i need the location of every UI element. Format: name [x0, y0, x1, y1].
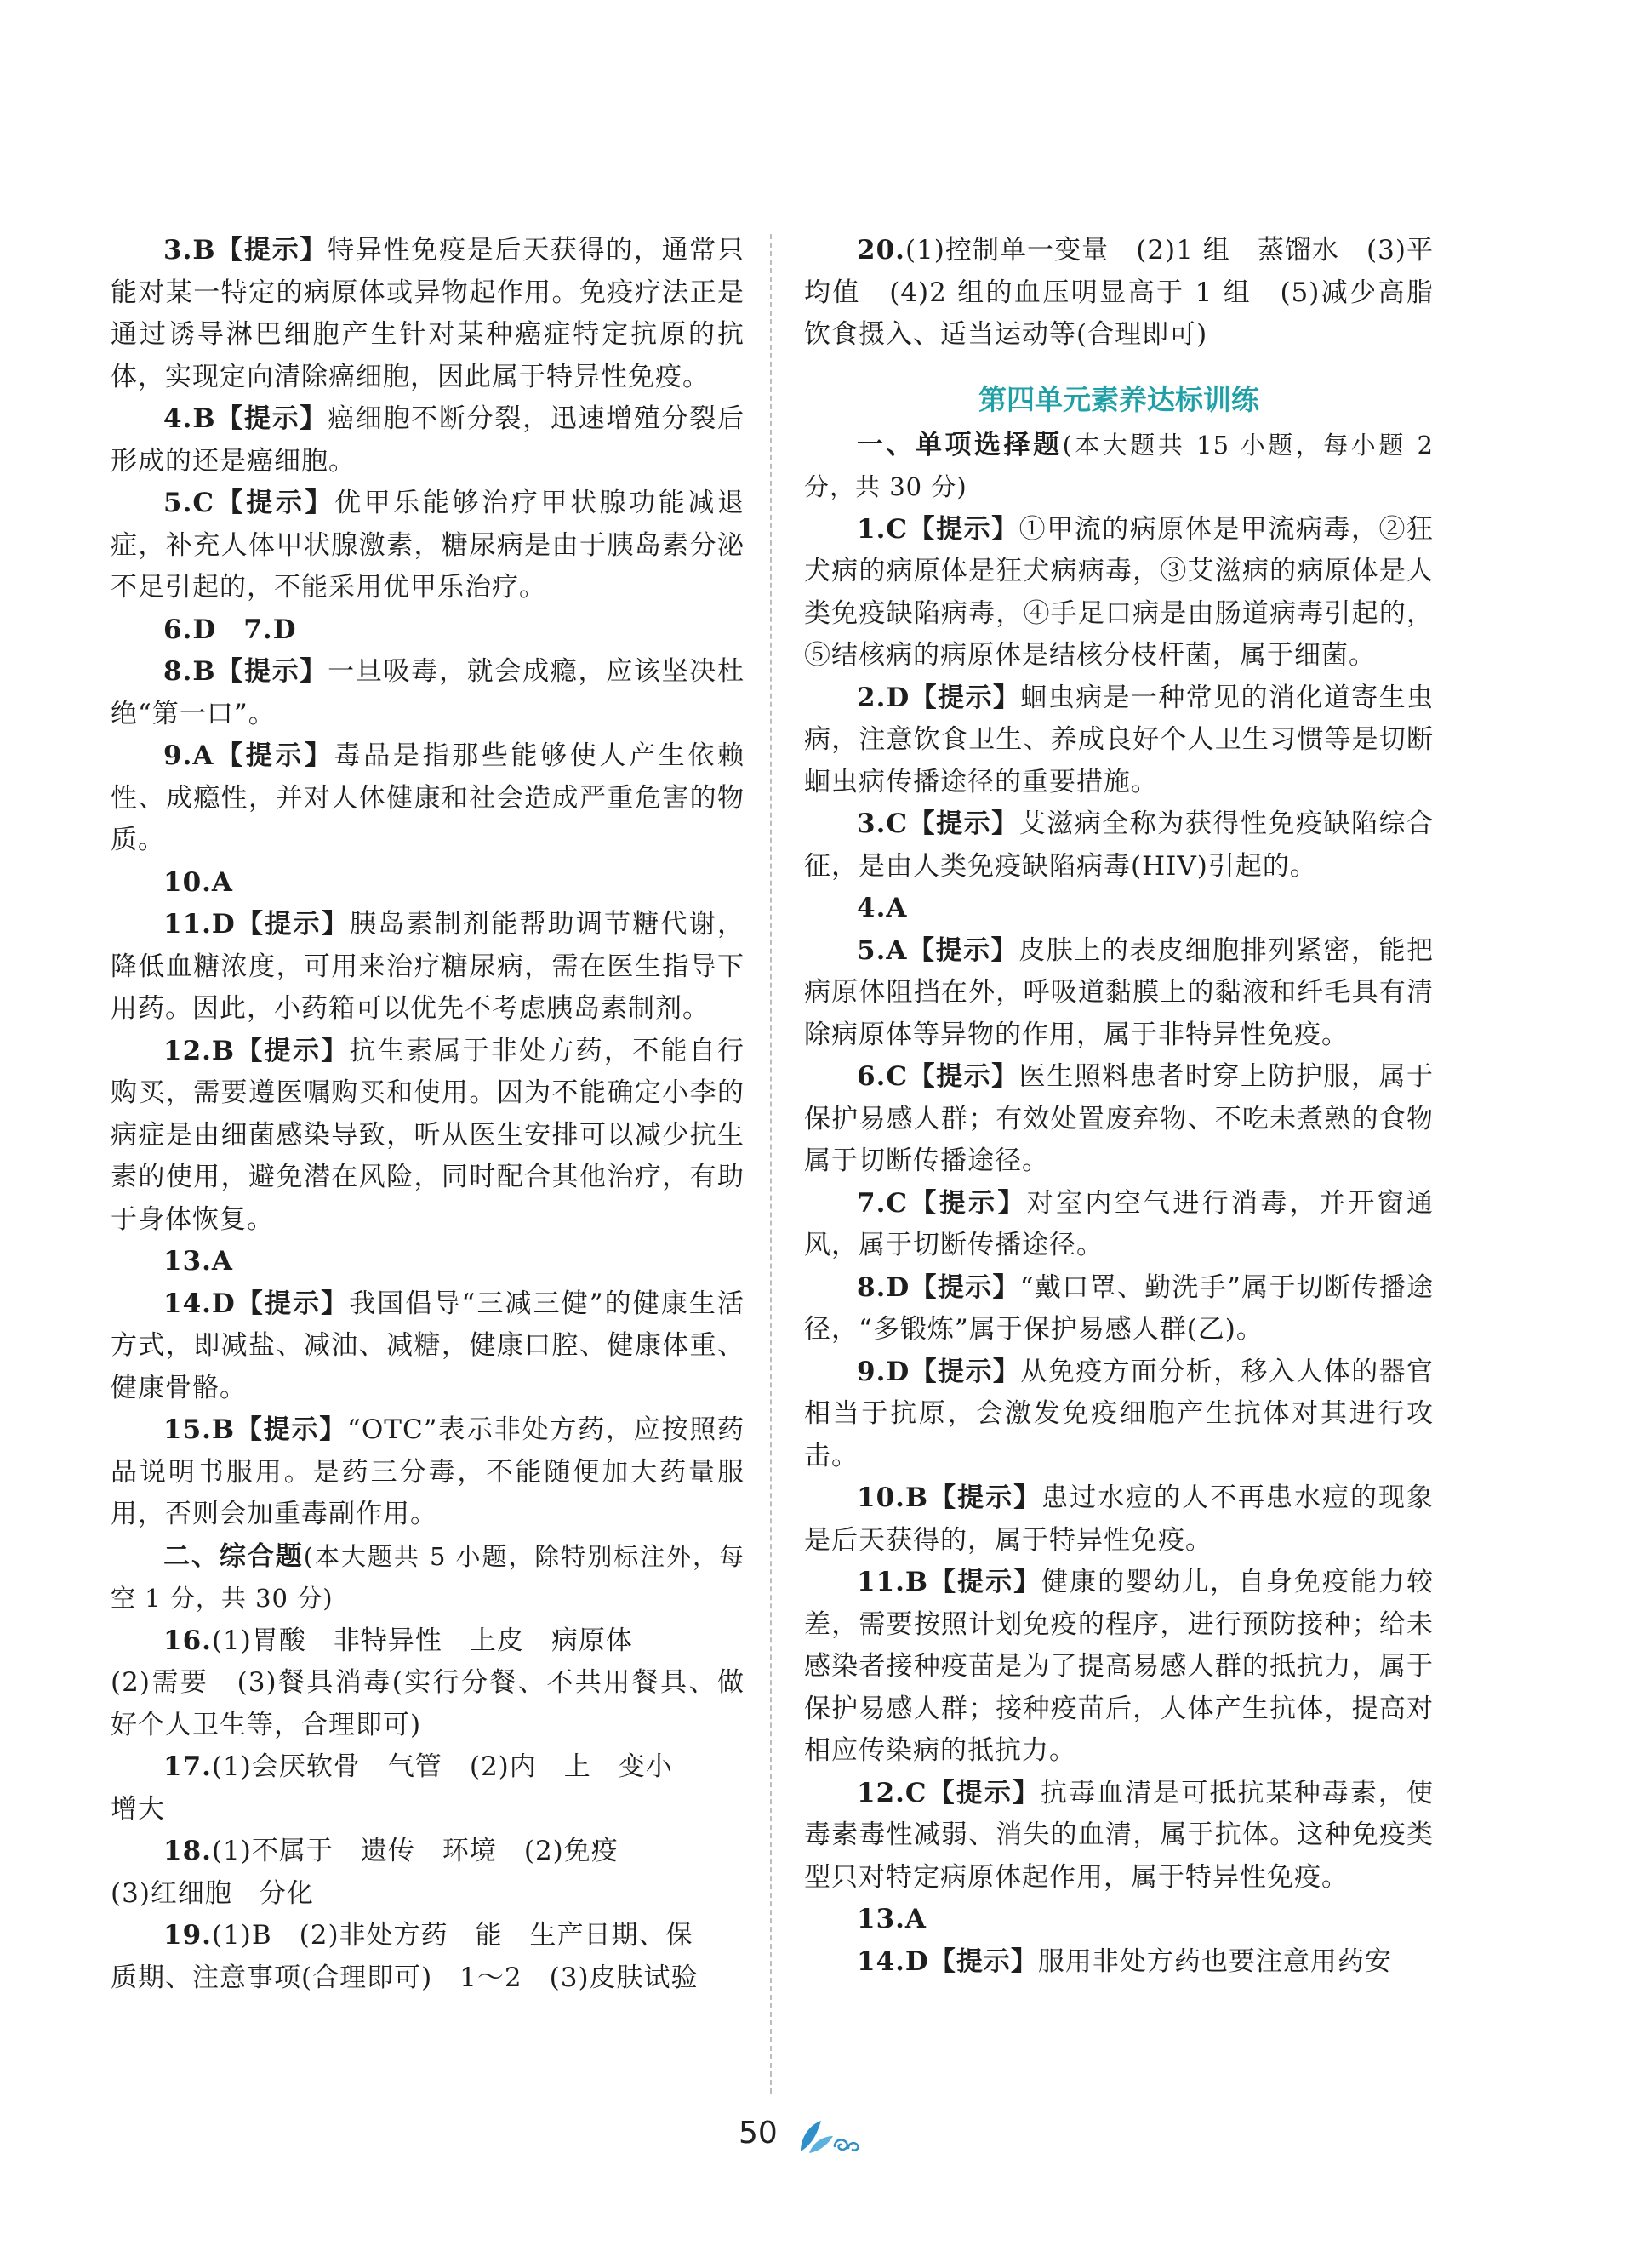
answer-number: 8.D — [857, 1271, 910, 1303]
answer-number: 7.C — [857, 1187, 909, 1219]
answer-line: (3)红细胞 分化 — [111, 1877, 314, 1909]
answer-number: 12.C — [857, 1777, 927, 1808]
left-column — [111, 230, 745, 1999]
hint-label: 【提示】 — [910, 1356, 1021, 1387]
hint-label: 【提示】 — [235, 909, 350, 940]
answer-explanation: 蛔虫病是一种常见的消化道寄生虫病，注意饮食卫生、养成良好个人卫生习惯等是切断蛔虫病传播途径的重要措施。 — [804, 682, 1435, 797]
answer-item — [804, 888, 1434, 930]
answer-explanation: 医生照料患者时穿上防护服，属于保护易感人群；有效处置废弃物、不吃未煮熟的食物属于切断传播途径。 — [804, 1061, 1435, 1176]
answer-item — [111, 1662, 745, 1746]
answer-item — [804, 509, 1434, 677]
hint-label: 【提示】 — [928, 1567, 1042, 1597]
answer-item — [804, 803, 1434, 888]
answer-item — [111, 230, 745, 398]
hint-label: 【提示】 — [907, 934, 1019, 966]
answer-number: 4.A — [857, 893, 908, 923]
answer-explanation: 从免疫方面分析，移入人体的器官相当于抗原，会激发免疫细胞产生抗体对其进行攻击。 — [804, 1356, 1435, 1471]
answer-item — [804, 1477, 1434, 1562]
answer-item — [111, 1789, 745, 1831]
answer-number: 7.D — [243, 614, 297, 645]
answer-item — [111, 483, 745, 609]
answer-line: (1)B (2)非处方药 能 生产日期、保 — [211, 1920, 693, 1951]
answer-explanation: 我国倡导“三减三健”的健康生活方式，即减盐、减油、减糖，健康口腔、健康体重、健康骨骼。 — [111, 1288, 745, 1403]
column-divider — [770, 234, 772, 2094]
answer-item — [111, 735, 745, 862]
answer-line: 质期、注意事项(合理即可) 1～2 (3)皮肤试验 — [111, 1962, 699, 1993]
hint-label: 【提示】 — [235, 1035, 350, 1066]
answer-item — [111, 1873, 745, 1916]
answer-item — [111, 1831, 745, 1873]
answer-explanation: “OTC”表示非处方药，应按照药品说明书服用。是药三分毒，不能随便加大药量服用，否则会加重毒副作用。 — [111, 1414, 745, 1529]
answer-number: 17. — [163, 1751, 212, 1782]
answer-item — [111, 904, 745, 1031]
answer-number: 13.A — [857, 1904, 927, 1934]
answer-explanation: 健康的婴幼儿，自身免疫能力较差，需要按照计划免疫的程序，进行预防接种；给未感染者接种疫苗是为了提高易感人群的抵抗力，属于保护易感人群；接种疫苗后，人体产生抗体，提高对相应传染病的抵抗力。 — [804, 1567, 1435, 1766]
answer-number: 9.A — [163, 740, 214, 771]
answer-item — [804, 1351, 1434, 1478]
hint-label: 【提示】 — [927, 1777, 1041, 1808]
answer-item — [111, 1915, 745, 1957]
answer-explanation: 艾滋病全称为获得性免疫缺陷综合征，是由人类免疫缺陷病毒(HIV)引起的。 — [804, 808, 1435, 882]
answer-line: (2)需要 (3)餐具消毒(实行分餐、不共用餐具、做好个人卫生等，合理即可) — [111, 1667, 745, 1740]
hint-label: 【提示】 — [908, 1061, 1019, 1092]
answer-explanation: ①甲流的病原体是甲流病毒，②狂犬病的病原体是狂犬病病毒，③艾滋病的病原体是人类免疫缺陷病毒，④手足口病是由肠道病毒引起的，⑤结核病的病原体是结核分枝杆菌，属于细菌。 — [804, 513, 1435, 671]
answer-item — [111, 1409, 745, 1536]
answer-item — [804, 1056, 1434, 1183]
hint-label: 【提示】 — [908, 513, 1019, 545]
answer-item — [804, 1899, 1434, 1941]
hint-label: 【提示】 — [928, 1482, 1042, 1513]
answer-number: 10.A — [163, 866, 233, 898]
answer-item — [804, 1941, 1434, 1984]
answer-explanation: 皮肤上的表皮细胞排列紧密，能把病原体阻挡在外，呼吸道黏膜上的黏液和纤毛具有清除病原体等异物的作用，属于非特异性免疫。 — [804, 934, 1435, 1050]
hint-label: 【提示】 — [215, 403, 328, 434]
leaf-swirl-icon — [796, 2117, 864, 2158]
answer-number: 8.B — [163, 656, 216, 687]
answer-item — [111, 1957, 745, 2000]
answer-number: 3.C — [857, 808, 909, 839]
page-footer — [0, 2116, 1626, 2167]
answer-item — [111, 651, 745, 735]
answer-number: 5.A — [857, 934, 908, 966]
answer-item — [804, 930, 1434, 1057]
hint-label: 【提示】 — [215, 235, 328, 266]
answer-number: 19. — [163, 1920, 212, 1951]
answer-number: 5.C — [163, 488, 215, 518]
answer-explanation: 毒品是指那些能够使人产生依赖性、成瘾性，并对人体健康和社会造成严重危害的物质。 — [111, 740, 745, 855]
answer-item — [111, 1031, 745, 1242]
answer-explanation: 患过水痘的人不再患水痘的现象是后天获得的，属于特异性免疫。 — [804, 1482, 1435, 1556]
answer-number: 6.C — [857, 1061, 909, 1092]
answer-number: 11.B — [857, 1567, 929, 1597]
answer-line: 增大 — [111, 1793, 165, 1825]
answer-number: 16. — [163, 1625, 212, 1656]
answer-number: 9.D — [857, 1356, 910, 1387]
answer-explanation: “戴口罩、勤洗手”属于切断传播途径，“多锻炼”属于保护易感人群(乙)。 — [804, 1271, 1434, 1345]
answer-explanation: 抗毒血清是可抵抗某种毒素，使毒素毒性减弱、消失的血清，属于抗体。这种免疫类型只对特定病原体起作用，属于特异性免疫。 — [804, 1777, 1435, 1893]
answer-number: 14.D — [857, 1945, 929, 1977]
page-number: 50 — [739, 2116, 778, 2151]
answer-explanation: 服用非处方药也要注意用药安 — [1037, 1945, 1392, 1977]
answer-item — [804, 1773, 1434, 1900]
answer-item — [111, 1283, 745, 1410]
answer-number: 6.D — [163, 614, 217, 645]
section-1-heading: 一、单项选择题(本大题共 15 小题，每小题 2 分，共 30 分) — [804, 429, 1434, 501]
answer-item — [804, 1267, 1434, 1351]
hint-label: 【提示】 — [215, 656, 328, 687]
hint-label: 【提示】 — [235, 1414, 347, 1445]
answer-item — [111, 1620, 745, 1663]
answer-number: 15.B — [163, 1414, 236, 1445]
answer-item — [111, 398, 745, 483]
hint-label: 【提示】 — [928, 1945, 1038, 1977]
answer-explanation: 胰岛素制剂能帮助调节糖代谢，降低血糖浓度，可用来治疗糖尿病，需在医生指导下用药。因此，小药箱可以优先不考虑胰岛素制剂。 — [111, 909, 745, 1024]
answer-number: 13.A — [163, 1246, 233, 1277]
answer-number: 18. — [163, 1836, 212, 1866]
answer-explanation: 癌细胞不断分裂，迅速增殖分裂后形成的还是癌细胞。 — [111, 403, 745, 477]
hint-label: 【提示】 — [910, 682, 1021, 713]
answer-item — [111, 609, 745, 652]
unit-title: 第四单元素养达标训练 — [978, 382, 1259, 416]
answer-explanation: 优甲乐能够治疗甲状腺功能减退症，补充人体甲状腺激素，糖尿病是由于胰岛素分泌不足引起的，不能采用优甲乐治疗。 — [111, 488, 745, 603]
answer-number: 12.B — [163, 1035, 236, 1066]
answer-number: 2.D — [857, 682, 910, 713]
answer-item — [111, 862, 745, 905]
answer-item — [804, 677, 1434, 804]
hint-label: 【提示】 — [214, 740, 334, 771]
answer-explanation: 抗生素属于非处方药，不能自行购买，需要遵医嘱购买和使用。因为不能确定小李的病症是由细菌感染导致，听从医生安排可以减少抗生素的使用，避免潜在风险，同时配合其他治疗，有助于身体恢复。 — [111, 1035, 745, 1235]
hint-label: 【提示】 — [908, 808, 1019, 839]
hint-label: 【提示】 — [908, 1187, 1027, 1219]
answer-item — [804, 1183, 1434, 1267]
hint-label: 【提示】 — [214, 488, 335, 518]
answer-explanation: 对室内空气进行消毒，并开窗通风，属于切断传播途径。 — [804, 1187, 1435, 1260]
answer-explanation: 特异性免疫是后天获得的，通常只能对某一特定的病原体或异物起作用。免疫疗法正是通过诱导淋巴细胞产生针对某种癌症特定抗原的抗体，实现定向清除癌细胞，因此属于特异性免疫。 — [111, 235, 745, 392]
right-column — [804, 230, 1434, 1983]
answer-number: 4.B — [163, 403, 216, 434]
answer-20: 20.(1)控制单一变量 (2)1 组 蒸馏水 (3)平均值 (4)2 组的血压明显高于 1 组 (5)减少高脂饮食摄入、适当运动等(合理即可) — [804, 235, 1434, 350]
answer-number: 1.C — [857, 513, 909, 545]
answer-line: (1)不属于 遗传 环境 (2)免疫 — [211, 1836, 619, 1866]
answer-number: 11.D — [163, 909, 236, 940]
answer-number: 14.D — [163, 1288, 236, 1319]
answer-item — [111, 1746, 745, 1789]
answer-number: 3.B — [163, 235, 216, 266]
section-2-heading: 二、综合题(本大题共 5 小题，除特别标注外，每空 1 分，共 30 分) — [111, 1540, 745, 1613]
answer-line: (1)会厌软骨 气管 (2)内 上 变小 — [211, 1751, 673, 1782]
answer-item — [804, 1562, 1434, 1773]
hint-label: 【提示】 — [910, 1271, 1020, 1303]
answer-line: (1)胃酸 非特异性 上皮 病原体 — [211, 1625, 633, 1656]
answer-item — [111, 1241, 745, 1283]
answer-number: 10.B — [857, 1482, 929, 1513]
hint-label: 【提示】 — [235, 1288, 350, 1319]
answer-explanation: 一旦吸毒，就会成瘾，应该坚决杜绝“第一口”。 — [111, 656, 745, 729]
